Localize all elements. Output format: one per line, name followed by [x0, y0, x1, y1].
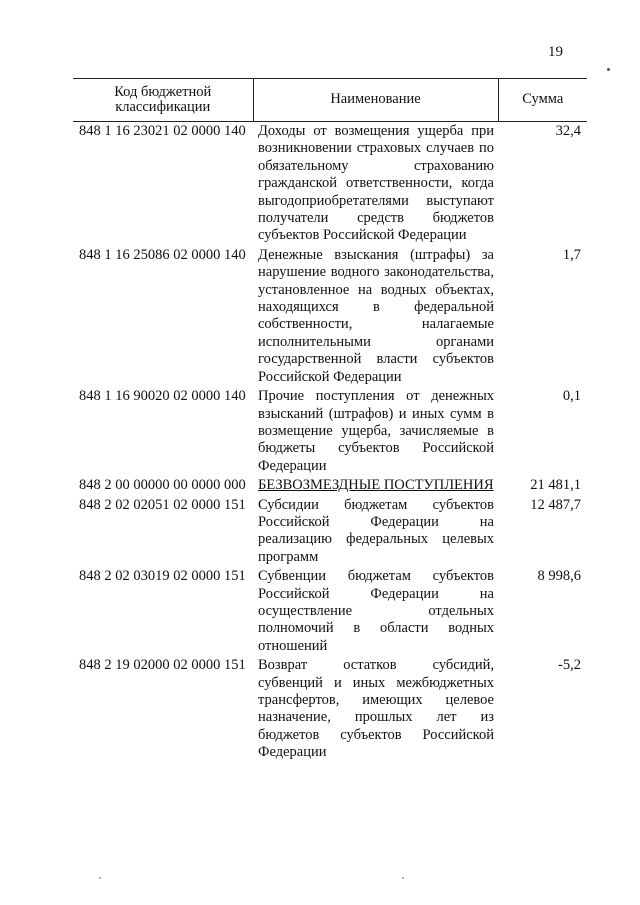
cell-sum: 32,4: [555, 123, 581, 139]
table-row: [73, 496, 587, 568]
table-header-row: [73, 79, 587, 122]
cell-name: Денежные взыскания (штрафы) за нарушение водного законодательства, установленное на водных объектах, находящихся в федеральной собственности, налагаемые исполнительными органами государственной власти субъектов Российской Федерации: [258, 246, 494, 385]
page-number: 19: [548, 44, 563, 60]
cell-code: 848 2 02 03019 02 0000 151: [79, 568, 246, 585]
cell-name: Субвенции бюджетам субъектов Российской Федерации на осуществление отдельных полномочий в области водных отношений: [258, 568, 494, 654]
cell-name: Доходы от возмещения ущерба при возникновении страховых случаев по обязательному страхованию гражданской ответственности, когда выгодоприобретателями выступают получатели средств бюджетов субъектов Российской Федерации: [258, 123, 494, 244]
cell-name: БЕЗВОЗМЕЗДНЫЕ ПОСТУПЛЕНИЯ: [258, 477, 494, 494]
cell-name: Прочие поступления от денежных взысканий (штрафов) и иных сумм в возмещение ущерба, зачисляемые в бюджеты субъектов Российской Федерации: [258, 388, 494, 474]
table-row: [73, 246, 587, 387]
cell-code: 848 1 16 90020 02 0000 140: [79, 388, 246, 405]
cell-code: 848 1 16 25086 02 0000 140: [79, 246, 246, 263]
cell-sum: 8 998,6: [537, 568, 581, 585]
table-row: [73, 476, 587, 495]
scan-speck: [607, 68, 610, 71]
header-name: Наименование: [253, 79, 498, 122]
scan-speck: [402, 877, 404, 879]
cell-sum: 0,1: [562, 388, 581, 405]
cell-code: 848 2 19 02000 02 0000 151: [79, 657, 246, 674]
table-row: [73, 567, 587, 656]
cell-code: 848 2 02 02051 02 0000 151: [79, 496, 246, 513]
table-row: [73, 122, 587, 246]
cell-code: 848 2 00 00000 00 0000 000: [79, 477, 246, 494]
table-row: [73, 656, 587, 762]
cell-sum: 21 481,1: [530, 477, 581, 494]
header-code: Код бюджетной классификации: [73, 79, 253, 122]
cell-name: Субсидии бюджетам субъектов Российской Федерации на реализацию федеральных целевых программ: [258, 496, 494, 565]
scan-speck: [99, 877, 101, 879]
header-sum: Сумма: [498, 79, 587, 122]
table-row: [73, 387, 587, 476]
cell-code: 848 1 16 23021 02 0000 140: [79, 123, 246, 139]
cell-name: Возврат остатков субсидий, субвенций и иных межбюджетных трансфертов, имеющих целевое назначение, прошлых лет из бюджетов субъектов Российской Федерации: [258, 657, 494, 761]
cell-sum: 1,7: [562, 246, 581, 263]
budget-table: [73, 78, 587, 763]
cell-sum: 12 487,7: [530, 496, 581, 513]
cell-sum: -5,2: [558, 657, 581, 674]
